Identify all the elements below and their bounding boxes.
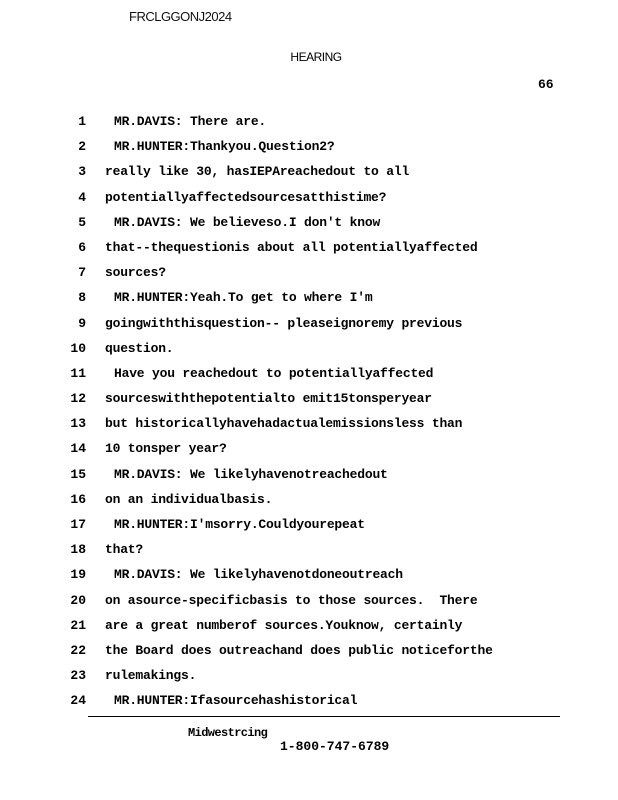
transcript-line	[0, 587, 618, 612]
transcript-line	[0, 486, 618, 511]
line-number: 7	[78, 265, 86, 281]
line-number: 24	[70, 693, 86, 709]
line-text: that--thequestionis about all potentiallyaffected	[105, 239, 478, 255]
line-text: Have you reachedout to potentiallyaffected	[114, 365, 434, 381]
line-text: MR.DAVIS: We likelyhavenotreachedout	[114, 466, 388, 482]
line-number: 2	[78, 139, 86, 155]
footer-company: Midwestrcing	[188, 726, 268, 740]
footer-phone: 1-800-747-6789	[280, 739, 390, 754]
transcript-line	[0, 310, 618, 335]
transcript-line	[0, 259, 618, 284]
line-number: 20	[70, 592, 86, 608]
transcript-line	[0, 284, 618, 309]
line-number: 23	[70, 668, 86, 684]
line-number: 8	[78, 290, 86, 306]
line-text: rulemakings.	[105, 668, 197, 684]
line-number: 16	[70, 491, 86, 507]
line-text: sources?	[105, 265, 166, 281]
line-text: MR.HUNTER:Thankyou.Question2?	[114, 139, 335, 155]
line-number: 13	[70, 416, 86, 432]
section-title: HEARING	[290, 50, 342, 64]
transcript-line	[0, 133, 618, 158]
line-text: MR.DAVIS: There are.	[114, 114, 267, 129]
transcript-line	[0, 209, 618, 234]
transcript-line	[0, 511, 618, 536]
line-number: 6	[78, 239, 86, 255]
transcript-body	[0, 108, 618, 713]
line-text: MR.HUNTER:I'msorry.Couldyourepeat	[114, 517, 365, 532]
transcript-line	[0, 435, 618, 460]
line-number: 3	[78, 164, 86, 180]
transcript-line	[0, 662, 618, 687]
line-number: 12	[70, 391, 86, 407]
line-text: are a great numberof sources.Youknow, certainly	[105, 617, 463, 633]
line-number: 5	[78, 214, 86, 230]
transcript-line	[0, 184, 618, 209]
line-text: really like 30, hasIEPAreachedout to all	[105, 164, 410, 180]
transcript-line	[0, 234, 618, 259]
transcript-line	[0, 410, 618, 435]
transcript-line	[0, 335, 618, 360]
line-number: 11	[70, 365, 86, 381]
line-text: on asource-specificbasis to those sources. There	[105, 592, 478, 608]
line-text: goingwiththisquestion-- pleaseignoremy previous	[105, 315, 463, 331]
page-number: 66	[538, 77, 554, 92]
transcript-line	[0, 536, 618, 561]
line-text: MR.DAVIS: We likelyhavenotdoneoutreach	[114, 567, 403, 583]
line-number: 1	[78, 114, 86, 129]
line-text: MR.HUNTER:Ifasourcehashistorical	[114, 693, 358, 709]
line-number: 18	[70, 542, 86, 558]
line-number: 14	[70, 441, 86, 457]
line-text: potentiallyaffectedsourcesatthistime?	[105, 189, 387, 205]
line-text: that?	[105, 542, 144, 558]
line-text: MR.HUNTER:Yeah.To get to where I'm	[114, 290, 373, 306]
filing-stamp: FRCLGGONJ2024	[129, 9, 232, 24]
line-text: sourceswiththepotentialto emit15tonsperyear	[105, 391, 432, 407]
line-text: but historicallyhavehadactualemissionsless than	[105, 416, 463, 432]
line-number: 15	[70, 466, 86, 482]
transcript-line	[0, 385, 618, 410]
line-number: 9	[78, 315, 86, 331]
footer-divider	[88, 716, 560, 717]
transcript-line	[0, 687, 618, 712]
line-number: 22	[70, 642, 86, 658]
line-text: the Board does outreachand does public noticeforthe	[105, 642, 493, 658]
line-number: 10	[70, 340, 86, 356]
transcript-line	[0, 108, 618, 133]
transcript-line	[0, 612, 618, 637]
line-number: 4	[78, 189, 86, 205]
transcript-line	[0, 360, 618, 385]
line-number: 19	[70, 567, 86, 583]
line-text: 10 tonsper year?	[105, 441, 227, 457]
transcript-line	[0, 637, 618, 662]
line-number: 21	[70, 617, 86, 633]
transcript-line	[0, 461, 618, 486]
line-number: 17	[70, 517, 86, 532]
line-text: question.	[105, 340, 174, 356]
transcript-line	[0, 158, 618, 183]
line-text: on an individualbasis.	[105, 491, 273, 507]
line-text: MR.DAVIS: We believeso.I don't know	[114, 214, 381, 230]
transcript-line	[0, 561, 618, 586]
